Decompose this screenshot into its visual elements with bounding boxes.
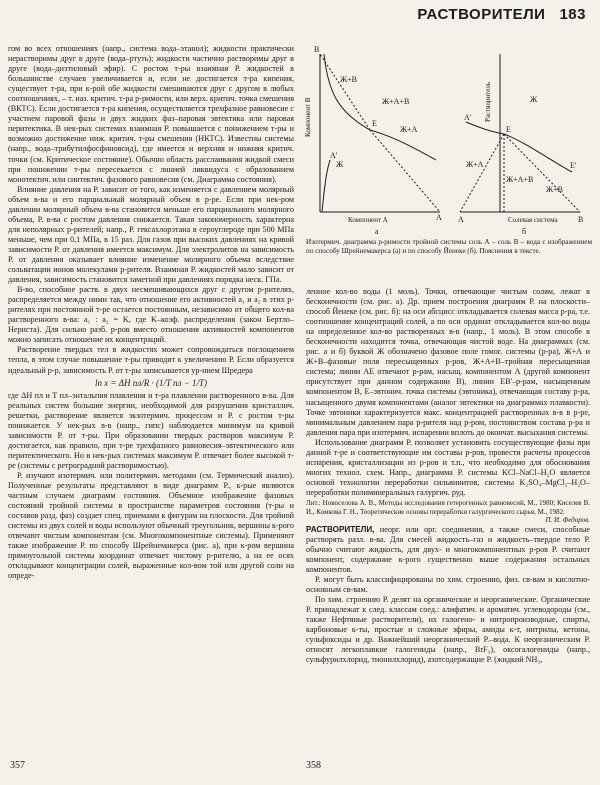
point-label: E	[372, 119, 377, 128]
axis-label: Солевая система	[508, 216, 558, 224]
paragraph: По хим. строению Р. делят на органические и неорганические. Органические Р. принадлежат к след. классам соед.: алифатич. и ароматич. углеводороды (см., также Нефтяные растворители), их галогено- и нитропроизводные, спирты, карбоновые к-ты, простые и сложные эфиры, амиды к-т, нитрилы, кетоны, сульфоксиды и др. Важнейший неорганический Р.–вода. К неорганическим Р. относят легкоплавкие галогениды (напр., BrF₃), оксогалогениды (напр., сульфурилхлорид, тионилхлорид), азотсодержащие Р. (жидкий NH₃,	[306, 595, 590, 665]
curve-e-a	[370, 130, 436, 160]
field-label: Ж+А+В	[506, 175, 534, 184]
axis-label: Компонент В	[304, 97, 312, 137]
page-number-right: 358	[306, 760, 321, 771]
paragraph: Использование диаграмм Р. позволяет установить сосуществующие фазы при данной т-ре и соответствующие им составы р-ров, провести расчеты процессов испарения, кристаллизации из р-ров и т.п., что необходимо для обоснования многих технол. схем. Напр., диаграмма Р. системы KCl–NaCl–H₂O является основой технологии переработки сильвинитов, системы K₂SO₄–MgCl₂–H₂O–переработки полиминеральных галургич. руд.	[306, 437, 590, 497]
curve-e-b	[504, 134, 572, 172]
entry-text: неорг. или орг. соединения, а также смеси, способные растворять разл. в-ва. Для смесей жидкость–газ и жидкость–твердое тело Р. обычно считают жидкость, для двух- и многокомпонентных р-ров Р. считают компонент, содержание к-рого существенно выше содержания остальных компонентов.	[306, 524, 590, 574]
tie-line	[370, 130, 440, 212]
field-label: Ж	[530, 95, 538, 104]
point-label: E	[506, 125, 511, 134]
curve-a-prime	[322, 160, 330, 212]
field-label: Ж+А	[466, 160, 484, 169]
paragraph: В-во, способное раств. в двух несмешивающихся друг с другом р-рителях, распределяется между ними так, что отношение его активностей a₁ и a₂ в этих р-рителях при постоянной т-ре остается постоянным, независимо от общего кол-ва растворенного в-ва: a₁ : a₂ = K, где K–коэф. распределения (закон Бертло–Нернста). Для сильно разб. р-ров вместо отношения активностей компонентов можно записать отношение их концентраций.	[8, 285, 294, 345]
header-title: РАСТВОРИТЕЛИ	[417, 6, 546, 23]
paragraph: ленное кол-во воды (1 моль). Точки, отвечающие чистым солям, лежат в бесконечности (см. рис. а). Др. прием построения диаграмм Р. на плоскости–способ Йенеке (см. рис. б): на оси абсцисс откладывается солевая масса р-ра, т.е. соотношение концентраций солей, а по оси ординат откладывается кол-во воды на определенное кол-во растворенных в-в (напр., 1 моль). В этом способе в бесконечности находится точка, отвечающая чистой воде. На диаграммах (см. рис. а и б) буквой Ж обозначено фазовое поле гомог. системы (р-ра), Ж+А и Ж+В–фазовые поля пересыщенных р-ров, Ж+А+В–тройная пересыщенная система; линии AE отвечают р-рам, насыщ. компонентом А (другой компонент присутствует при данном содержании В), линии EB'–р-рам, насыщенным компонентом В, E–эвтонич. точка системы (эвтоника), отвечающая составу р-ра, насыщенного двумя компонентами (аналог эвтектики на диаграммах плавкости). Точке эвтоники характеризуется макс. концентрацией растворенных в-в в р-ре, минимальным давлением пара р-рителя над р-ром, постоянством состава р-ра и давления пара при изотермич. испарении вплоть до окончат. высыхания системы.	[306, 287, 590, 437]
curve-b-e	[324, 54, 370, 130]
entry-paragraph	[306, 525, 590, 575]
tie-line	[504, 134, 580, 212]
point-label: E'	[570, 161, 577, 170]
paragraph: гом во всех отношениях (напр., система вода–этанол); жидкости практически нерастворимы друг в друге (вода–ртуть); жидкости частично растворимы друг в друге (вода–диэтиловый эфир). С ростом т-ры взаимная Р. жидкостей в большинстве случаев увеличивается и, если не достигается т-ра кипения, существует т-ра, при к-рой обе жидкости смешиваются друг с другом в любых соотношениях, – т. наз. критич. т-ра р-римости, или верх. критич. точка смешения (ВКТС). Если достигается т-ра кипения, осуществляется трехфазное равновесие с участием паровой фазы и двух жидких фаз–паровая эвтектика или паровая перитектика. В нек-рых системах взаимная Р. повышается с понижением т-ры и возможно достижение ниж. критич. т-ры смешения (НКТС). Известны системы (напр., вода–трибутилфосфиновсид), где имеется и верхняя и нижняя критич. точки (см. Критическое состояние). Обычно область расслаивания жидкой смеси при понижении т-ры пересекается с линией ликвидуса с образованием монотектич. или синтектич. фазового равновесия (см. Диаграмма состояния).	[8, 44, 294, 184]
literature-text: Лит.: Новоселова А. В., Методы исследования гетерогенных равновесий, М., 1980; Киселев В. И., Комкова Г. Н., Теоретические основы переработки галургического сырья, М., 1982.	[306, 498, 590, 516]
figure-caption: Изотермич. диаграмма р-римости тройной системы соль А – соль В – вода с изображением по способу Шрейнемакерса (а) и по способу Йенеке (б). Пояснения в тексте.	[306, 238, 592, 255]
field-label: Ж+В	[340, 75, 358, 84]
paragraph: Р. изучают изотермич. или политермич. методами (см. Термический анализ). Полученные результаты представляют в виде диаграмм Р., к-рые являются частным случаем диаграмм состояния. Объемное изображение фазовых состояний тройной системы в пространстве параметров состояния (т-ры и составов разд. фаз) создает спец. приемами к фигурам на плоскости. Для тройной системы из двух солей и воды используют обычный треугольник, вершины к-рого отвечают чистым компонентам (см. Многокомпонентные системы). Применяют также изображение Р. по способу Шрейнемакерса (рис. а), при к-ром вершина прямоугольной системы координат отвечает чистому р-рителю, а на ее осях откладывают концентрации солей, выраженные кол-вом той или другой соли на опреде-	[8, 470, 294, 581]
literature-author: П. И. Федоров.	[545, 516, 590, 525]
tie-line	[460, 134, 504, 212]
diagram-a	[320, 54, 440, 212]
field-label: Ж+А+В	[382, 97, 410, 106]
entry-heading: РАСТВОРИТЕЛИ,	[306, 524, 375, 534]
schroeder-equation: ln x = ΔH пл/R · (1/T пл − 1/T)	[94, 377, 208, 388]
axis-label: Растворитель	[484, 81, 492, 122]
axis-label: Компонент А	[348, 216, 388, 224]
point-label: B	[314, 45, 320, 54]
page-number-left: 357	[10, 760, 25, 771]
curve-a-e	[466, 122, 504, 134]
literature-block	[306, 499, 590, 525]
header-page-number: 183	[559, 6, 586, 23]
diagram-svg	[300, 42, 592, 238]
tie-line	[320, 54, 370, 130]
diagram-letter: б	[522, 227, 527, 236]
paragraph: Растворение твердых тел в жидкостях может сопровождаться поглощением тепла, в этом случае повышение т-ры приводит к увеличению Р. Если образуется идеальный р-р, зависимость Р. от т-ры записывается ур-нием Шредера	[8, 345, 294, 375]
axis-label: В	[578, 215, 584, 224]
paragraph: где ΔH пл и T пл–энтальпия плавления и т-ра плавления растворенного в-ва. Для реальных систем большие энергии, необходимой для разрушения кристаллич. решетки, растворение является экзотермич. процессом и Р. с ростом т-ры понижается. У нек-рых в-в (напр., гипс) наблюдается минимум на кривой зависимости Р. от т-ры. При образовании твердых растворов максимум Р. достигается, как правило, при т-ре трехфазного равновесия–эвтектического или перитектического. Но в нек-рых системах максимум Р. отвечает более высокой т-ре (системы с ретроградной растворимостью).	[8, 390, 294, 470]
field-label: Ж	[336, 160, 344, 169]
point-label: A	[436, 213, 442, 222]
solubility-diagram-figure	[300, 42, 592, 252]
axis-label: А	[458, 215, 464, 224]
field-label: Ж+В	[546, 185, 564, 194]
field-label: Ж+А	[400, 125, 418, 134]
point-label: A'	[464, 113, 472, 122]
right-column	[306, 287, 590, 752]
left-column	[8, 44, 294, 754]
point-label: A'	[330, 151, 338, 160]
running-header	[417, 6, 586, 23]
diagram-letter: а	[375, 227, 379, 236]
paragraph: Р. могут быть классифицированы по хим. строению, физ. св-вам и кислотно-основным св-вам.	[306, 575, 590, 595]
paragraph: Влияние давления на Р. зависит от того, как изменяется с давлением молярный объем в-ва и его парциальный молярный объем в р-ре. Если при нек-ром давлении молярный объем в-ва становится меньше его парциального молярного объема, Р. в-ва с ростом давления снижается. Такая закономерность характерна для неполярных р-рителей; напр., Р. гексахлорэтана в сероуглероде при 500 МПа меньше, чем при 0,1 МПа, в 15 раз. Для газов при высоких давлениях на кривой зависимости Р. от давления имеется максимум. Для электролитов на зависимость Р. от давления оказывает влияние изменение молярного объема вследствие сольватации ионов молекулами р-рителя. Взаимная Р. жидкостей мало зависит от давления, зависимость становится заметной при давлениях порядка неск. ГПа.	[8, 184, 294, 285]
